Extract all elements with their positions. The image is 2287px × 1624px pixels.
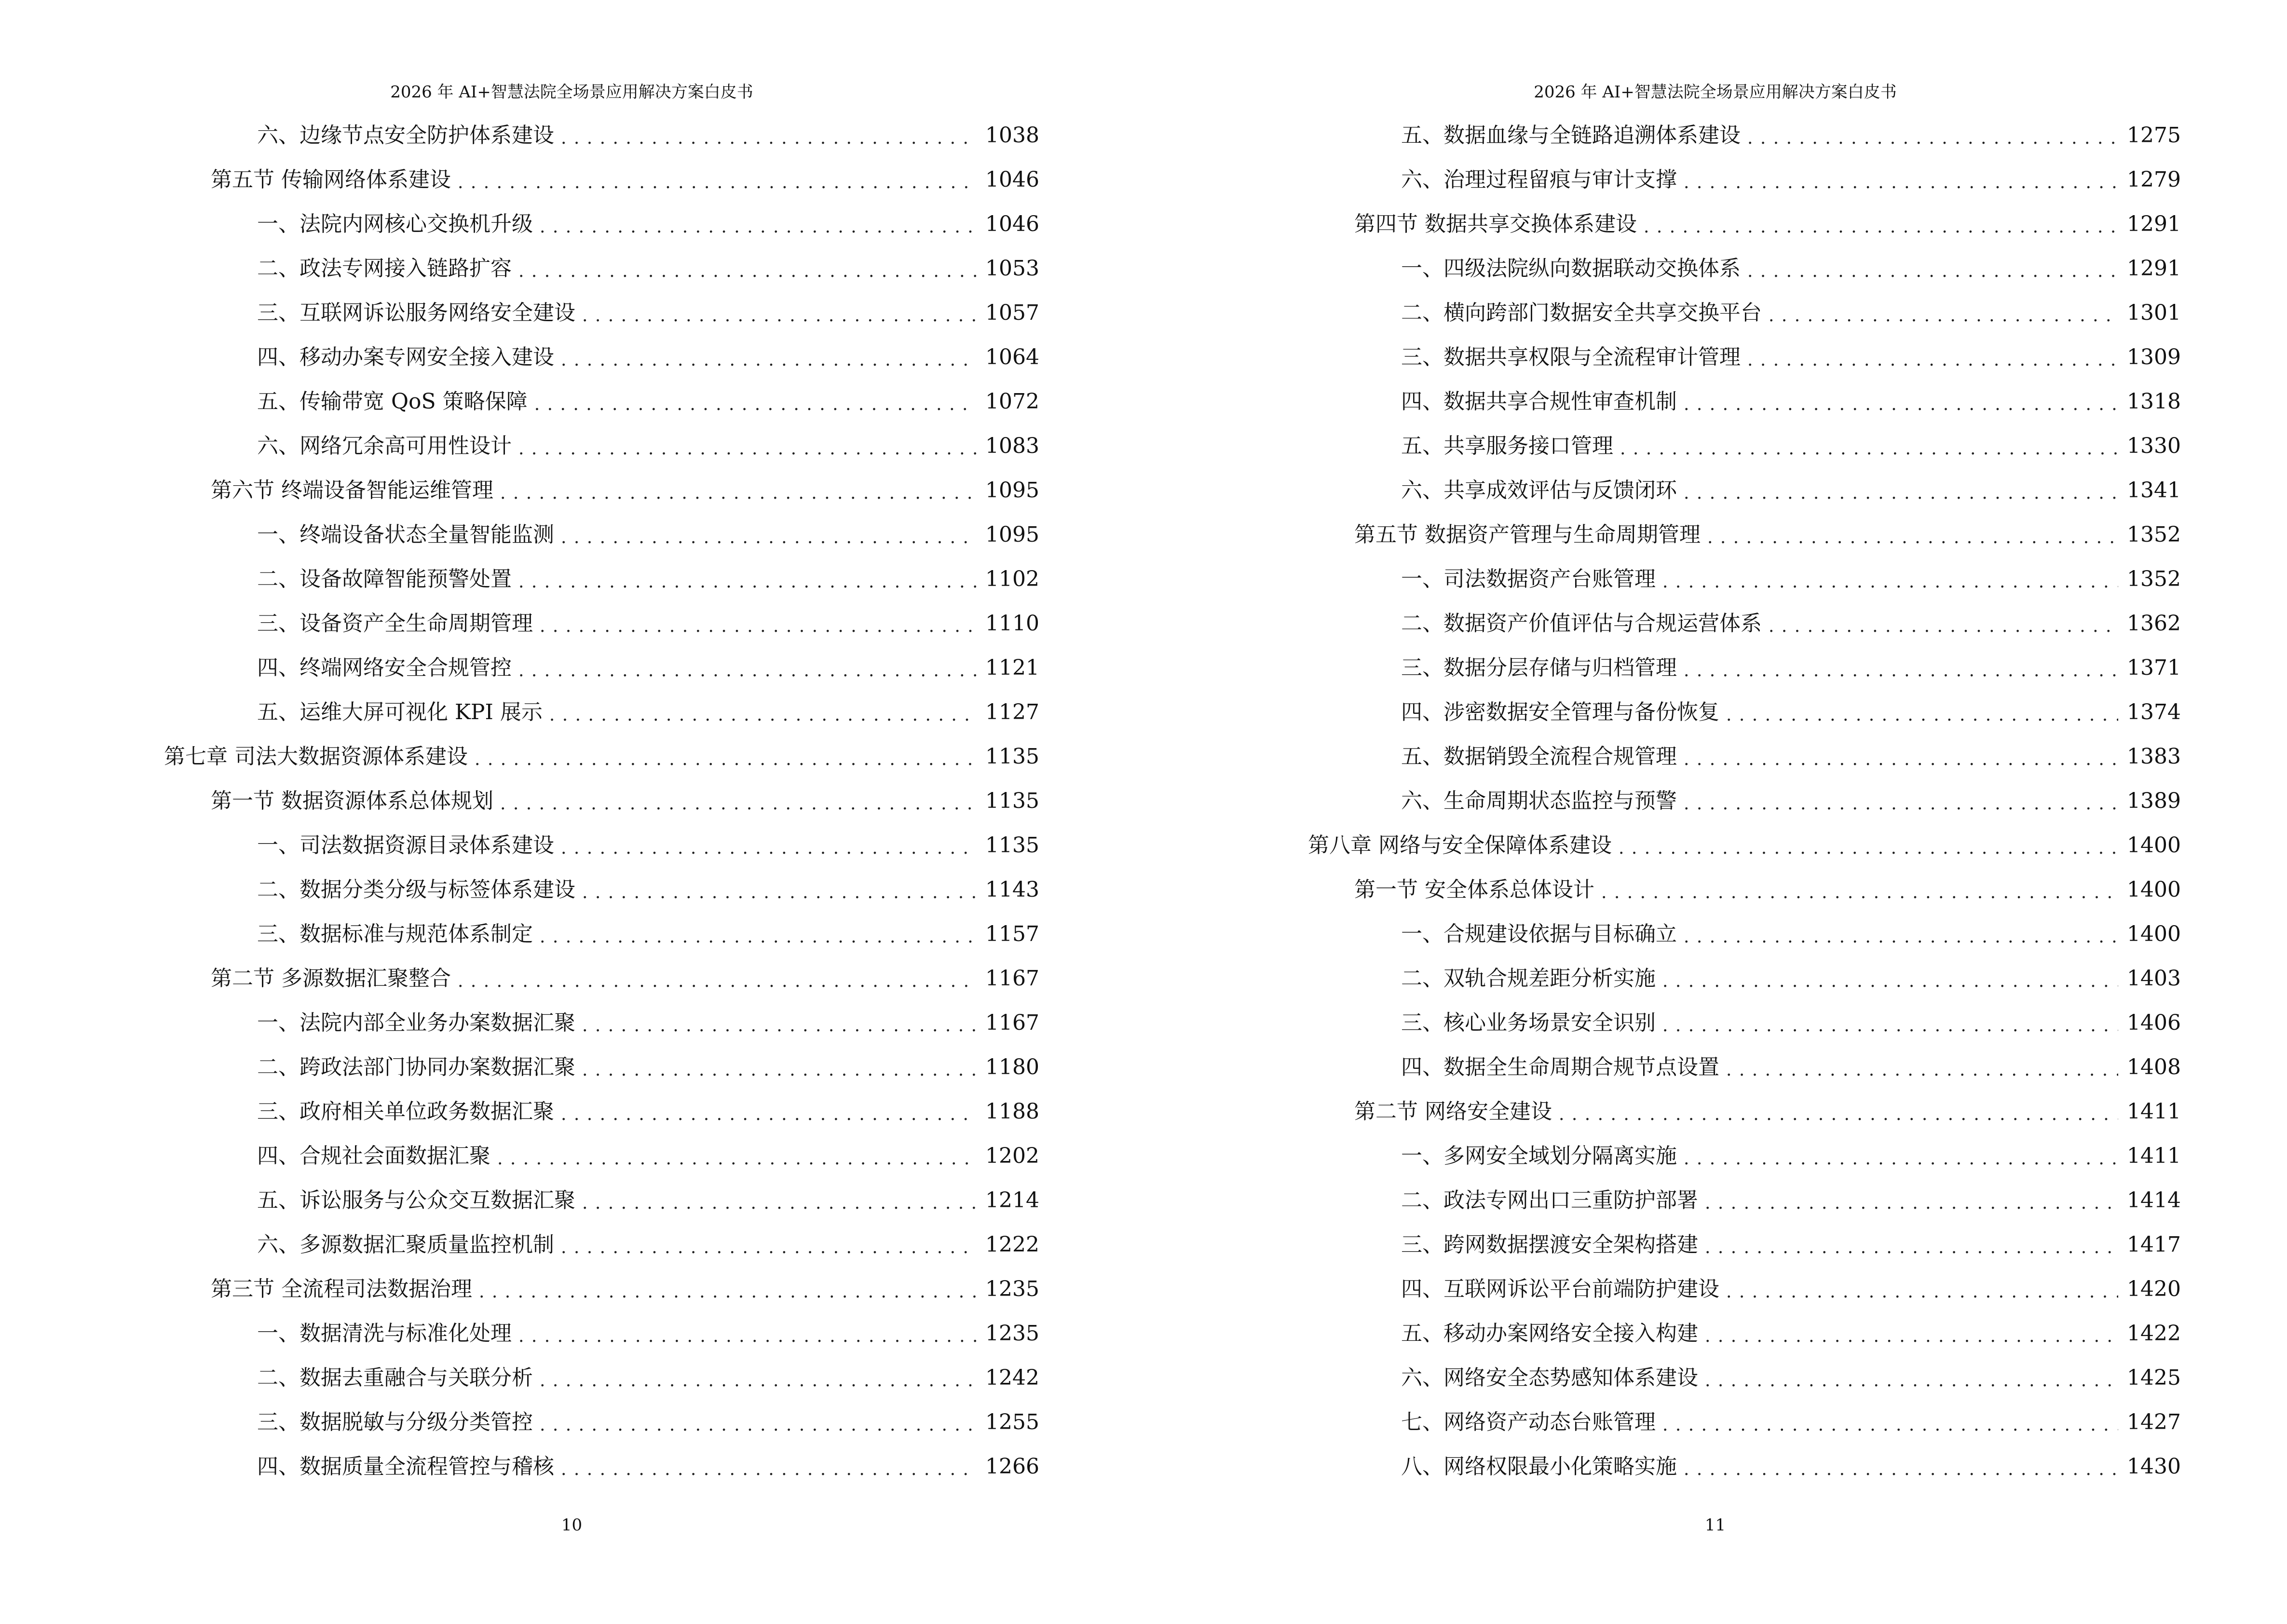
toc-entry-page: 1406	[2127, 1010, 2181, 1035]
toc-entry-page: 1400	[2127, 877, 2181, 902]
toc-entry-title: 二、政法专网出口三重防护部署	[1401, 1188, 1698, 1213]
toc-subsection-entry[interactable]	[1144, 254, 2181, 284]
toc-entry-title: 一、法院内部全业务办案数据汇聚	[257, 1010, 575, 1035]
toc-entry-page: 1102	[985, 567, 1039, 591]
toc-entry-title: 四、数据共享合规性审查机制	[1401, 389, 1677, 414]
toc-entry-title: 第一节 数据资源体系总体规划	[211, 789, 493, 813]
toc-entry-title: 六、多源数据汇聚质量监控机制	[257, 1232, 554, 1257]
toc-subsection-entry[interactable]	[0, 387, 1039, 417]
toc-section-entry[interactable]	[1144, 209, 2181, 239]
toc-section-entry[interactable]	[0, 476, 1039, 505]
dot-leader	[1684, 925, 2118, 949]
toc-subsection-entry[interactable]	[0, 831, 1039, 860]
toc-entry-page: 1414	[2127, 1188, 2181, 1213]
dot-leader	[1601, 881, 2118, 905]
dot-leader	[497, 1147, 977, 1171]
toc-entry-page: 1167	[985, 966, 1039, 991]
toc-subsection-entry[interactable]	[0, 1097, 1039, 1127]
toc-entry-page: 1135	[985, 744, 1039, 769]
toc-entry-title: 第二节 多源数据汇聚整合	[211, 966, 451, 991]
toc-entry-page: 1110	[985, 611, 1039, 636]
toc-entry-title: 四、合规社会面数据汇聚	[257, 1144, 490, 1168]
toc-entry-title: 三、政府相关单位政务数据汇聚	[257, 1099, 554, 1124]
toc-entry-page: 1400	[2127, 833, 2181, 858]
dot-leader	[518, 570, 977, 594]
toc-entry-title: 二、双轨合规差距分析实施	[1401, 966, 1656, 991]
toc-entry-page: 1341	[2127, 478, 2181, 503]
toc-subsection-entry[interactable]	[1144, 653, 2181, 683]
toc-entry-page: 1425	[2127, 1365, 2181, 1390]
dot-leader	[479, 1280, 977, 1304]
toc-subsection-entry[interactable]	[0, 1008, 1039, 1038]
dot-leader	[582, 1191, 977, 1215]
toc-subsection-entry[interactable]	[0, 1052, 1039, 1082]
toc-entry-page: 1291	[2127, 256, 2181, 281]
toc-section-entry[interactable]	[0, 964, 1039, 994]
toc-subsection-entry[interactable]	[1144, 919, 2181, 949]
toc-subsection-entry[interactable]	[0, 1186, 1039, 1215]
toc-entry-title: 四、终端网络安全合规管控	[257, 655, 512, 680]
dot-leader	[549, 703, 977, 727]
toc-subsection-entry[interactable]	[1144, 1186, 2181, 1215]
toc-subsection-entry[interactable]	[1144, 121, 2181, 150]
dot-leader	[518, 1324, 977, 1349]
dot-leader	[561, 1458, 977, 1482]
toc-entry-page: 1127	[985, 700, 1039, 724]
dot-leader	[518, 259, 977, 284]
toc-subsection-entry[interactable]	[0, 254, 1039, 284]
toc-entry-title: 二、跨政法部门协同办案数据汇聚	[257, 1055, 575, 1079]
page-header: 2026 年 AI+智慧法院全场景应用解决方案白皮书	[1534, 82, 1897, 102]
toc-entry-page: 1095	[985, 522, 1039, 547]
dot-leader	[582, 304, 977, 328]
toc-subsection-entry[interactable]	[1144, 609, 2181, 639]
toc-entry-page: 1135	[985, 789, 1039, 813]
toc-entry-title: 四、数据全生命周期合规节点设置	[1401, 1055, 1719, 1079]
toc-entry-title: 第五节 传输网络体系建设	[211, 167, 451, 192]
toc-section-entry[interactable]	[0, 1274, 1039, 1304]
toc-entry-title: 一、司法数据资产台账管理	[1401, 567, 1656, 591]
toc-entry-page: 1038	[985, 123, 1039, 148]
toc-entry-title: 四、数据质量全流程管控与稽核	[257, 1454, 554, 1479]
toc-section-entry[interactable]	[1144, 520, 2181, 550]
toc-entry-page: 1083	[985, 434, 1039, 458]
toc-subsection-entry[interactable]	[1144, 165, 2181, 195]
dot-leader	[1684, 659, 2118, 683]
toc-entry-title: 二、政法专网接入链路扩容	[257, 256, 512, 281]
toc-entry-title: 第一节 安全体系总体设计	[1354, 877, 1594, 902]
dot-leader	[561, 836, 977, 860]
toc-entry-page: 1403	[2127, 966, 2181, 991]
toc-subsection-entry[interactable]	[1144, 1274, 2181, 1304]
toc-entry-title: 三、跨网数据摆渡安全架构搭建	[1401, 1232, 1698, 1257]
dot-leader	[1769, 614, 2118, 639]
toc-entry-title: 一、终端设备状态全量智能监测	[257, 522, 554, 547]
toc-entry-page: 1121	[985, 655, 1039, 680]
toc-entry-title: 一、多网安全域划分隔离实施	[1401, 1144, 1677, 1168]
toc-entry-page: 1072	[985, 389, 1039, 414]
dot-leader	[1747, 348, 2118, 372]
toc-entry-title: 一、合规建设依据与目标确立	[1401, 922, 1677, 946]
toc-entry-title: 六、生命周期状态监控与预警	[1401, 789, 1677, 813]
toc-entry-page: 1157	[985, 922, 1039, 946]
dot-leader	[1747, 126, 2118, 150]
dot-leader	[458, 171, 977, 195]
toc-subsection-entry[interactable]	[0, 564, 1039, 594]
toc-subsection-entry[interactable]	[0, 875, 1039, 905]
toc-subsection-entry[interactable]	[0, 1407, 1039, 1437]
toc-entry-title: 第二节 网络安全建设	[1354, 1099, 1552, 1124]
dot-leader	[1726, 703, 2118, 727]
dot-leader	[1662, 1413, 2118, 1437]
toc-section-entry[interactable]	[0, 786, 1039, 816]
toc-subsection-entry[interactable]	[0, 653, 1039, 683]
toc-subsection-entry[interactable]	[1144, 1230, 2181, 1260]
toc-entry-title: 第三节 全流程司法数据治理	[211, 1277, 472, 1301]
dot-leader	[1559, 1103, 2118, 1127]
toc-entry-page: 1291	[2127, 212, 2181, 236]
toc-entry-page: 1214	[985, 1188, 1039, 1213]
toc-entry-title: 五、数据血缘与全链路追溯体系建设	[1401, 123, 1741, 148]
toc-entry-title: 三、数据标准与规范体系制定	[257, 922, 533, 946]
toc-entry-title: 五、运维大屏可视化 KPI 展示	[257, 700, 543, 724]
toc-subsection-entry[interactable]	[1144, 387, 2181, 417]
toc-entry-page: 1064	[985, 345, 1039, 369]
toc-subsection-entry[interactable]	[1144, 298, 2181, 328]
toc-entry-page: 1235	[985, 1277, 1039, 1301]
toc-section-entry[interactable]	[0, 165, 1039, 195]
toc-entry-title: 六、边缘节点安全防护体系建设	[257, 123, 554, 148]
dot-leader	[1705, 1191, 2118, 1215]
dot-leader	[561, 126, 977, 150]
dot-leader	[540, 1413, 977, 1437]
toc-entry-title: 三、数据共享权限与全流程审计管理	[1401, 345, 1741, 369]
toc-entry-page: 1352	[2127, 567, 2181, 591]
toc-entry-page: 1275	[2127, 123, 2181, 148]
toc-entry-page: 1301	[2127, 300, 2181, 325]
toc-subsection-entry[interactable]	[1144, 1407, 2181, 1437]
toc-subsection-entry[interactable]	[0, 298, 1039, 328]
toc-entry-title: 二、横向跨部门数据安全共享交换平台	[1401, 300, 1762, 325]
dot-leader	[1684, 1147, 2118, 1171]
dot-leader	[561, 526, 977, 550]
dot-leader	[1707, 526, 2118, 550]
dot-leader	[582, 1014, 977, 1038]
toc-subsection-entry[interactable]	[1144, 964, 2181, 994]
dot-leader	[1620, 437, 2118, 461]
toc-entry-page: 1057	[985, 300, 1039, 325]
dot-leader	[540, 1369, 977, 1393]
dot-leader	[1662, 570, 2118, 594]
toc-entry-title: 三、互联网诉讼服务网络安全建设	[257, 300, 575, 325]
toc-entry-page: 1167	[985, 1010, 1039, 1035]
toc-entry-title: 二、数据去重融合与关联分析	[257, 1365, 533, 1390]
toc-entry-page: 1374	[2127, 700, 2181, 724]
toc-entry-page: 1242	[985, 1365, 1039, 1390]
toc-entry-page: 1309	[2127, 345, 2181, 369]
toc-entry-title: 第六节 终端设备智能运维管理	[211, 478, 493, 503]
toc-entry-title: 八、网络权限最小化策略实施	[1401, 1454, 1677, 1479]
dot-leader	[540, 925, 977, 949]
toc-entry-page: 1362	[2127, 611, 2181, 636]
toc-entry-page: 1188	[985, 1099, 1039, 1124]
toc-entry-title: 六、共享成效评估与反馈闭环	[1401, 478, 1677, 503]
toc-entry-title: 六、治理过程留痕与审计支撑	[1401, 167, 1677, 192]
page-header: 2026 年 AI+智慧法院全场景应用解决方案白皮书	[390, 82, 753, 102]
toc-subsection-entry[interactable]	[1144, 742, 2181, 772]
dot-leader	[475, 748, 977, 772]
toc-entry-page: 1427	[2127, 1410, 2181, 1434]
toc-entry-title: 一、法院内网核心交换机升级	[257, 212, 533, 236]
toc-entry-page: 1279	[2127, 167, 2181, 192]
toc-subsection-entry[interactable]	[1144, 1008, 2181, 1038]
toc-entry-title: 五、数据销毁全流程合规管理	[1401, 744, 1677, 769]
toc-entry-title: 第七章 司法大数据资源体系建设	[164, 744, 468, 769]
toc-entry-page: 1255	[985, 1410, 1039, 1434]
toc-subsection-entry[interactable]	[0, 697, 1039, 727]
dot-leader	[1662, 1014, 2118, 1038]
toc-entry-title: 四、涉密数据安全管理与备份恢复	[1401, 700, 1719, 724]
toc-chapter-entry[interactable]	[1144, 831, 2181, 860]
toc-subsection-entry[interactable]	[1144, 786, 2181, 816]
page-number: 11	[1704, 1515, 1726, 1535]
dot-leader	[1644, 215, 2118, 239]
dot-leader	[561, 1103, 977, 1127]
toc-entry-title: 六、网络安全态势感知体系建设	[1401, 1365, 1698, 1390]
toc-subsection-entry[interactable]	[0, 1141, 1039, 1171]
toc-entry-title: 四、互联网诉讼平台前端防护建设	[1401, 1277, 1719, 1301]
dot-leader	[1684, 792, 2118, 816]
dot-leader	[1726, 1058, 2118, 1082]
toc-entry-page: 1420	[2127, 1277, 2181, 1301]
dot-leader	[1769, 304, 2118, 328]
toc-subsection-entry[interactable]	[1144, 1052, 2181, 1082]
toc-entry-title: 二、数据资产价值评估与合规运营体系	[1401, 611, 1762, 636]
toc-entry-page: 1222	[985, 1232, 1039, 1257]
dot-leader	[1684, 748, 2118, 772]
toc-subsection-entry[interactable]	[1144, 1452, 2181, 1482]
toc-section-entry[interactable]	[1144, 875, 2181, 905]
page-number: 10	[561, 1515, 583, 1535]
toc-entry-page: 1389	[2127, 789, 2181, 813]
toc-entry-page: 1400	[2127, 922, 2181, 946]
dot-leader	[458, 969, 977, 994]
toc-entry-page: 1202	[985, 1144, 1039, 1168]
toc-subsection-entry[interactable]	[0, 431, 1039, 461]
toc-entry-page: 1417	[2127, 1232, 2181, 1257]
toc-entry-title: 一、司法数据资源目录体系建设	[257, 833, 554, 858]
toc-subsection-entry[interactable]	[1144, 342, 2181, 372]
dot-leader	[518, 437, 977, 461]
toc-entry-title: 第四节 数据共享交换体系建设	[1354, 212, 1637, 236]
toc-entry-page: 1180	[985, 1055, 1039, 1079]
toc-entry-page: 1330	[2127, 434, 2181, 458]
toc-entry-page: 1371	[2127, 655, 2181, 680]
toc-entry-page: 1046	[985, 212, 1039, 236]
toc-subsection-entry[interactable]	[0, 1452, 1039, 1482]
toc-entry-page: 1352	[2127, 522, 2181, 547]
toc-chapter-entry[interactable]	[0, 742, 1039, 772]
toc-entry-page: 1411	[2127, 1099, 2181, 1124]
dot-leader	[534, 393, 977, 417]
toc-subsection-entry[interactable]	[1144, 1363, 2181, 1393]
toc-entry-title: 三、设备资产全生命周期管理	[257, 611, 533, 636]
toc-entry-title: 五、传输带宽 QoS 策略保障	[257, 389, 528, 414]
toc-entry-page: 1135	[985, 833, 1039, 858]
toc-entry-page: 1053	[985, 256, 1039, 281]
dot-leader	[1705, 1236, 2118, 1260]
dot-leader	[518, 659, 977, 683]
dot-leader	[540, 614, 977, 639]
dot-leader	[1684, 171, 2118, 195]
toc-entry-title: 二、设备故障智能预警处置	[257, 567, 512, 591]
dot-leader	[1747, 259, 2118, 284]
toc-subsection-entry[interactable]	[1144, 1319, 2181, 1349]
toc-entry-page: 1143	[985, 877, 1039, 902]
toc-subsection-entry[interactable]	[0, 1319, 1039, 1349]
dot-leader	[500, 792, 977, 816]
toc-entry-page: 1411	[2127, 1144, 2181, 1168]
toc-subsection-entry[interactable]	[0, 1363, 1039, 1393]
toc-entry-title: 五、移动办案网络安全接入构建	[1401, 1321, 1698, 1346]
toc-entry-title: 三、核心业务场景安全识别	[1401, 1010, 1656, 1035]
toc-entry-title: 一、四级法院纵向数据联动交换体系	[1401, 256, 1741, 281]
dot-leader	[582, 1058, 977, 1082]
toc-entry-page: 1422	[2127, 1321, 2181, 1346]
dot-leader	[561, 348, 977, 372]
toc-section-entry[interactable]	[1144, 1097, 2181, 1127]
toc-entry-page: 1430	[2127, 1454, 2181, 1479]
dot-leader	[561, 1236, 977, 1260]
toc-entry-title: 六、网络冗余高可用性设计	[257, 434, 512, 458]
dot-leader	[1662, 969, 2118, 994]
toc-entry-title: 七、网络资产动态台账管理	[1401, 1410, 1656, 1434]
toc-subsection-entry[interactable]	[0, 121, 1039, 150]
toc-entry-title: 三、数据分层存储与归档管理	[1401, 655, 1677, 680]
toc-entry-page: 1408	[2127, 1055, 2181, 1079]
toc-entry-title: 四、移动办案专网安全接入建设	[257, 345, 554, 369]
toc-entry-page: 1095	[985, 478, 1039, 503]
toc-subsection-entry[interactable]	[1144, 431, 2181, 461]
toc-entry-title: 五、共享服务接口管理	[1401, 434, 1613, 458]
toc-entry-page: 1318	[2127, 389, 2181, 414]
toc-entry-title: 二、数据分类分级与标签体系建设	[257, 877, 575, 902]
dot-leader	[1684, 481, 2118, 505]
toc-subsection-entry[interactable]	[0, 342, 1039, 372]
toc-subsection-entry[interactable]	[0, 609, 1039, 639]
toc-entry-page: 1235	[985, 1321, 1039, 1346]
dot-leader	[1619, 836, 2118, 860]
toc-entry-title: 第五节 数据资产管理与生命周期管理	[1354, 522, 1701, 547]
toc-subsection-entry[interactable]	[0, 1230, 1039, 1260]
toc-entry-title: 第八章 网络与安全保障体系建设	[1308, 833, 1612, 858]
toc-entry-page: 1383	[2127, 744, 2181, 769]
dot-leader	[1684, 1458, 2118, 1482]
dot-leader	[540, 215, 977, 239]
toc-subsection-entry[interactable]	[0, 919, 1039, 949]
toc-entry-title: 一、数据清洗与标准化处理	[257, 1321, 512, 1346]
toc-subsection-entry[interactable]	[1144, 476, 2181, 505]
toc-subsection-entry[interactable]	[1144, 564, 2181, 594]
dot-leader	[582, 881, 977, 905]
right-page	[1144, 0, 2287, 1624]
toc-entry-title: 三、数据脱敏与分级分类管控	[257, 1410, 533, 1434]
toc-entry-page: 1266	[985, 1454, 1039, 1479]
toc-entry-page: 1046	[985, 167, 1039, 192]
toc-subsection-entry[interactable]	[0, 520, 1039, 550]
dot-leader	[1705, 1369, 2118, 1393]
toc-subsection-entry[interactable]	[0, 209, 1039, 239]
dot-leader	[1726, 1280, 2118, 1304]
dot-leader	[1684, 393, 2118, 417]
dot-leader	[500, 481, 977, 505]
toc-subsection-entry[interactable]	[1144, 1141, 2181, 1171]
dot-leader	[1705, 1324, 2118, 1349]
toc-subsection-entry[interactable]	[1144, 697, 2181, 727]
toc-entry-title: 五、诉讼服务与公众交互数据汇聚	[257, 1188, 575, 1213]
